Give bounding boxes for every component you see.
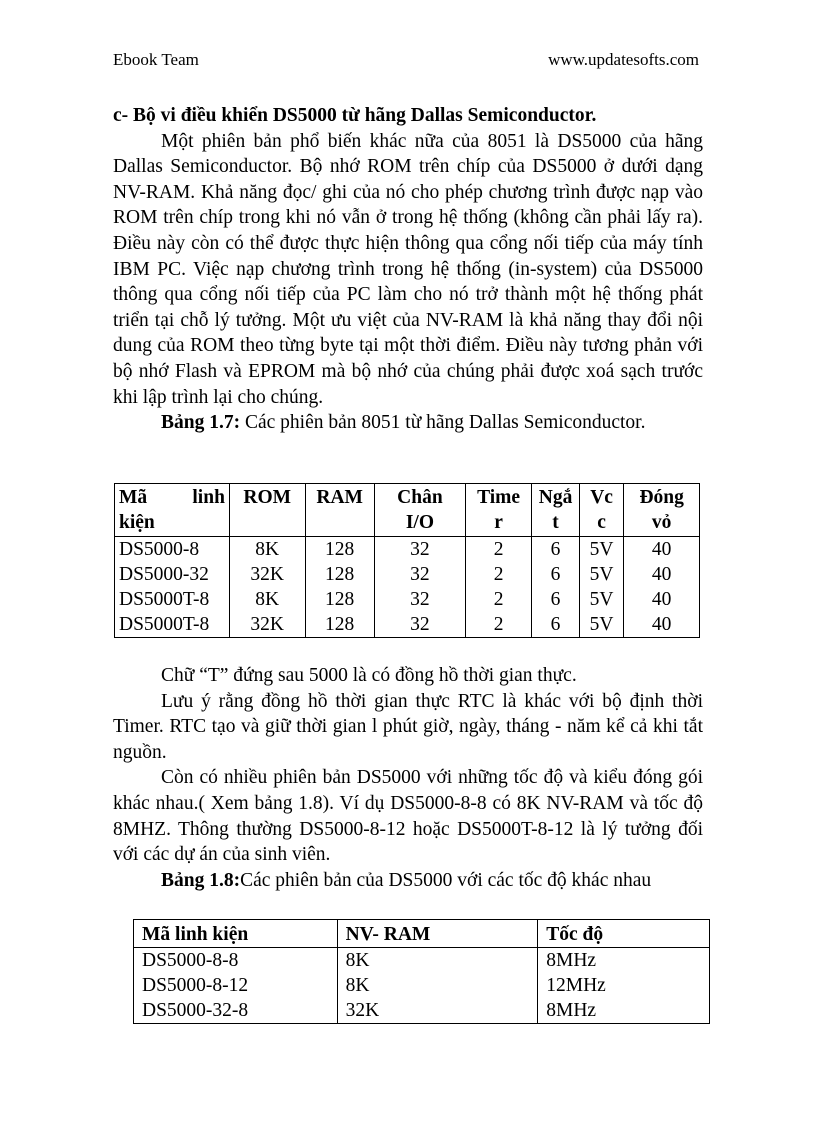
table-row xyxy=(115,587,700,612)
notes-content xyxy=(113,663,703,893)
table-row xyxy=(115,562,700,587)
table-cell: 8K xyxy=(229,587,305,612)
table1-header-cell: ROM xyxy=(229,484,305,537)
table-cell: 32K xyxy=(229,612,305,638)
table1-header-cell: Chân I/O xyxy=(374,484,465,537)
table-cell: 12MHz xyxy=(538,973,710,998)
table-cell: 6 xyxy=(532,537,580,563)
ds5000-speed-table xyxy=(133,919,710,1024)
table2-header-cell: Mã linh kiện xyxy=(134,920,338,948)
table-row xyxy=(134,948,710,974)
table1-header-cell: Đóng vỏ xyxy=(624,484,700,537)
table-cell: 8K xyxy=(337,948,538,974)
table-cell: 8K xyxy=(337,973,538,998)
table2-caption-label: Bảng 1.8: xyxy=(161,869,241,891)
section-content xyxy=(113,103,703,436)
table-cell: 32K xyxy=(229,562,305,587)
table-row xyxy=(115,612,700,638)
table-cell: 6 xyxy=(532,562,580,587)
header-left-text: Ebook Team xyxy=(113,50,199,69)
table-cell: DS5000-8-12 xyxy=(134,973,338,998)
table-cell: 40 xyxy=(624,612,700,638)
table2-header-cell: NV- RAM xyxy=(337,920,538,948)
table2-header-cell: Tốc độ xyxy=(538,920,710,948)
table-cell: 6 xyxy=(532,587,580,612)
header-right-text: www.updatesofts.com xyxy=(548,50,699,69)
table1-header-cell: Ngắ t xyxy=(532,484,580,537)
table-cell: DS5000-8 xyxy=(115,537,230,563)
table-cell: DS5000T-8 xyxy=(115,587,230,612)
table-cell: 6 xyxy=(532,612,580,638)
table-cell: 2 xyxy=(465,587,531,612)
table-cell: 5V xyxy=(579,612,624,638)
table-cell: DS5000T-8 xyxy=(115,612,230,638)
table2-caption xyxy=(113,868,703,894)
table-cell: 128 xyxy=(305,562,374,587)
table2-header-row xyxy=(134,920,710,948)
note-paragraph: Còn có nhiều phiên bản DS5000 với những tốc độ và kiểu đóng gói khác nhau.( Xem bảng 1.8). Ví dụ DS5000-8-8 có 8K NV-RAM và tốc độ 8MHZ. Thông thường DS5000-8-12 hoặc DS5000T-8-12 là lý tưởng đối với các dự án của sinh viên. xyxy=(113,767,703,866)
table2-caption-text: Các phiên bản của DS5000 với các tốc độ khác nhau xyxy=(240,869,652,891)
table-cell: 40 xyxy=(624,562,700,587)
table1-header-cell: Mã linh kiện xyxy=(115,484,230,537)
table1-caption-label: Bảng 1.7: xyxy=(161,412,241,434)
table-cell: DS5000-32 xyxy=(115,562,230,587)
table-row xyxy=(134,998,710,1024)
section-heading: c- Bộ vi điều khiển DS5000 từ hãng Dallas Semiconductor. xyxy=(113,105,597,126)
table1-header-cell: Vc c xyxy=(579,484,624,537)
page-header xyxy=(113,50,699,74)
table1-header-row xyxy=(115,484,700,537)
note-paragraph: Lưu ý rằng đồng hồ thời gian thực RTC là khác với bộ định thời Timer. RTC tạo và giữ thời gian l phút giờ, ngày, tháng - năm kể cả khi tắt nguồn. xyxy=(113,690,703,763)
table-cell: 8K xyxy=(229,537,305,563)
table-cell: 5V xyxy=(579,562,624,587)
table1-header-cell: RAM xyxy=(305,484,374,537)
table1-caption xyxy=(113,410,703,436)
table1-header-cell: Time r xyxy=(465,484,531,537)
table-cell: 32K xyxy=(337,998,538,1024)
table-cell: 40 xyxy=(624,537,700,563)
table-row xyxy=(115,537,700,563)
table-cell: 8MHz xyxy=(538,948,710,974)
dallas-versions-table xyxy=(114,483,700,638)
table-cell: 40 xyxy=(624,587,700,612)
table1-caption-text: Các phiên bản 8051 từ hãng Dallas Semiconductor. xyxy=(240,412,646,434)
table-cell: 32 xyxy=(374,537,465,563)
table-cell: DS5000-8-8 xyxy=(134,948,338,974)
note-paragraph: Chữ “T” đứng sau 5000 là có đồng hồ thời gian thực. xyxy=(161,665,577,686)
table-cell: 5V xyxy=(579,537,624,563)
table-cell: 2 xyxy=(465,537,531,563)
table-cell: 128 xyxy=(305,537,374,563)
table-cell: DS5000-32-8 xyxy=(134,998,338,1024)
table-cell: 2 xyxy=(465,562,531,587)
table-cell: 128 xyxy=(305,587,374,612)
table-cell: 128 xyxy=(305,612,374,638)
table-cell: 8MHz xyxy=(538,998,710,1024)
section-paragraph: Một phiên bản phổ biến khác nữa của 8051 là DS5000 của hãng Dallas Semiconductor. Bộ nhớ ROM trên chíp của DS5000 ở dưới dạng NV-RAM. Khả năng đọc/ ghi của nó cho phép chương trình được nạp vào ROM trên chíp trong khi nó vẫn ở trong hệ thống (không cần phải lấy ra). Điều này còn có thể được thực hiện thông qua cổng nối tiếp của máy tính IBM PC. Việc nạp chương trình trong hệ thống (in-system) của DS5000 thông qua cổng nối tiếp của PC làm cho nó trở thành một hệ thống phát triển tại chỗ lý tưởng. Một ưu việt của NV-RAM là khả năng thay đổi nội dung của ROM theo từng byte tại một thời điểm. Điều này tương phản với bộ nhớ Flash và EPROM mà bộ nhớ của chúng phải được xoá sạch trước khi lập trình lại cho chúng. xyxy=(113,130,703,408)
table-row xyxy=(134,973,710,998)
table-cell: 2 xyxy=(465,612,531,638)
table-cell: 5V xyxy=(579,587,624,612)
table-cell: 32 xyxy=(374,562,465,587)
table-cell: 32 xyxy=(374,612,465,638)
table-cell: 32 xyxy=(374,587,465,612)
